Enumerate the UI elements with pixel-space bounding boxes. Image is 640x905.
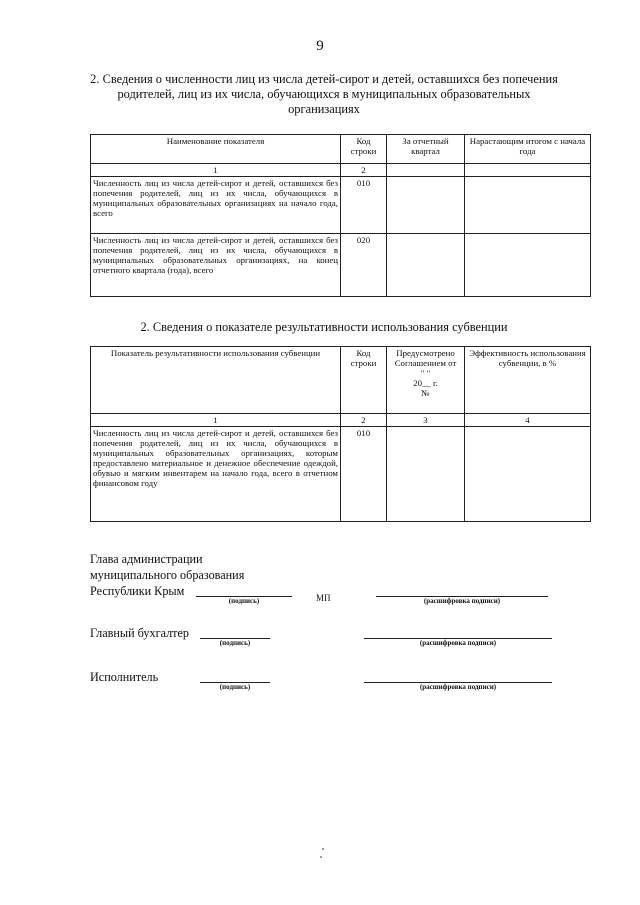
header-indicator: Показатель результативности использования субвенции [91, 347, 341, 414]
section2-title: 2. Сведения о показателе результативности использования субвенции [140, 320, 508, 334]
head-title-line1: Глава администрации [90, 552, 203, 566]
column-number: 2 [341, 164, 387, 177]
efficiency-value[interactable] [465, 427, 591, 522]
executor-title: Исполнитель [90, 670, 159, 684]
head-title-line3: Республики Крым [90, 584, 185, 598]
header-efficiency: Эффективность использования субвенции, в % [465, 347, 591, 414]
indicator-name: Численность лиц из числа детей-сирот и детей, оставшихся без попечения родителей, лиц из их числа, обучающихся в муниципальных образовательных организациях, на конец отчетного квартала (года), всего [91, 234, 341, 297]
scan-speck [322, 848, 324, 850]
header-row-code: Код строки [341, 135, 387, 164]
table-header-row [91, 135, 591, 164]
column-number: 3 [387, 414, 465, 427]
agreement-number: № [421, 388, 430, 398]
executor-decoding-caption: (расшифровка подписи) [419, 683, 497, 691]
planned-value[interactable] [387, 427, 465, 522]
header-indicator-name: Наименование показателя [91, 135, 341, 164]
section1-title: 2. Сведения о численности лиц из числа детей-сирот и детей, оставшихся без попечения родителей, лиц из их числа, обучающихся в муниципальных образовательных организациях [90, 72, 558, 116]
table-row [91, 177, 591, 234]
executor-signature-caption: (подпись) [219, 683, 251, 691]
quarter-value[interactable] [387, 177, 465, 234]
row-code: 020 [341, 234, 387, 297]
header-row-code: Код строки [341, 347, 387, 414]
table-row [91, 427, 591, 522]
row-code: 010 [341, 427, 387, 522]
table-row [91, 234, 591, 297]
indicator-name: Численность лиц из числа детей-сирот и детей, оставшихся без попечения родителей, лиц из их числа, обучающихся в муниципальных образовательных организациях на начало года, всего [91, 177, 341, 234]
scan-speck [320, 856, 322, 858]
column-number: 1 [91, 414, 341, 427]
header-cumulative: Нарастающим итогом с начала года [465, 135, 591, 164]
table-subvention-effectiveness [90, 346, 591, 522]
row-code: 010 [341, 177, 387, 234]
column-number-row [91, 414, 591, 427]
column-number: 2 [341, 414, 387, 427]
indicator-name: Численность лиц из числа детей-сирот и детей, оставшихся без попечения родителей, лиц из их числа, обучающихся в муниципальных образовательных организациях, которым предоставлено материальное и денежное обеспечение одеждой, обувью и мягким инвентарем на начало года, всего в отчетном финансовом году [91, 427, 341, 522]
agreement-year: 20__ г. [413, 378, 438, 388]
cumulative-value[interactable] [465, 234, 591, 297]
column-number: 1 [91, 164, 341, 177]
accountant-title: Главный бухгалтер [90, 626, 190, 640]
page-number: 9 [316, 38, 324, 54]
table-header-row [91, 347, 591, 414]
accountant-signature-caption: (подпись) [219, 639, 251, 647]
column-number [465, 164, 591, 177]
head-title-line2: муниципального образования [90, 568, 245, 582]
accountant-decoding-caption: (расшифровка подписи) [419, 639, 497, 647]
head-signature-caption: (подпись) [228, 597, 260, 605]
column-number: 4 [465, 414, 591, 427]
quarter-value[interactable] [387, 234, 465, 297]
column-number-row [91, 164, 591, 177]
header-agreement [387, 347, 465, 414]
column-number [387, 164, 465, 177]
agreement-date: " " [420, 368, 431, 378]
head-decoding-caption: (расшифровка подписи) [423, 597, 501, 605]
cumulative-value[interactable] [465, 177, 591, 234]
table-children-count [90, 134, 591, 297]
header-quarter: За отчетный квартал [387, 135, 465, 164]
stamp-label: МП [316, 593, 331, 603]
agreement-label: Предусмотрено Соглашением от [394, 348, 457, 368]
